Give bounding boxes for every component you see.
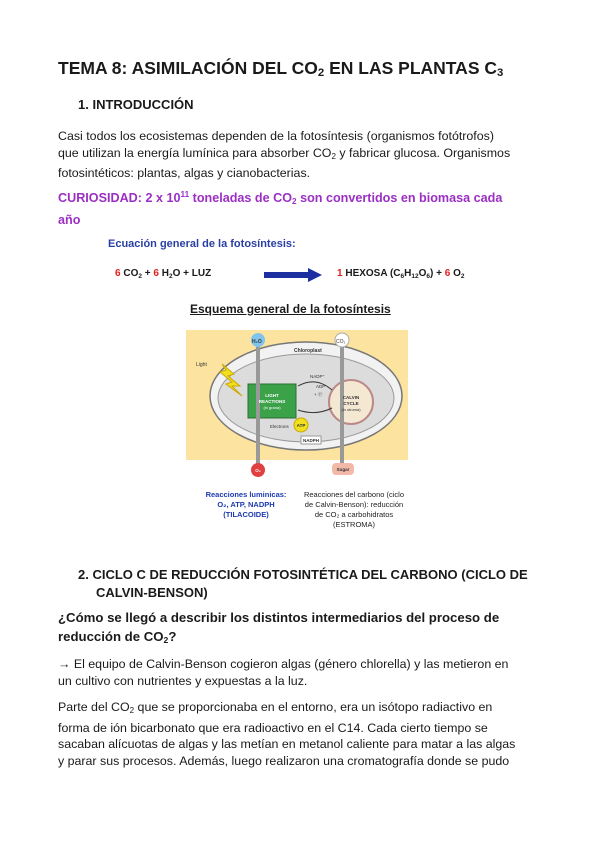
co2-label: CO₂ xyxy=(336,339,346,345)
equation-reactants: 6 $CO_2 + 6$ $H_2O$ + LUZ xyxy=(115,268,212,280)
calvin-paragraph-2: Parte del $CO_2$ que se proporcionaba en el entorno, era un isótopo radiactivo en forma de ión bicarbonato que era radioactivo en el C14. Cada cierto tiempo se sacaban alícuotas de algas y las metían en metanol caliente para matar a las algas y parar sus procesos. Además, luego realizaron una cromatografía donde se pudo xyxy=(58,700,516,768)
light-reactions-label-3: (in grana) xyxy=(263,405,281,410)
equation-products: 1 HEXOSA $(C_6H_{12}O_6) + 6$ $O_2$ xyxy=(337,268,465,280)
question-heading: ¿Cómo se llegó a describir los distintos intermediarios del proceso de reducción de $CO_2$? xyxy=(58,610,500,645)
light-reactions-label: LIGHT xyxy=(265,393,279,398)
schema-title: Esquema general de la fotosíntesis xyxy=(190,302,391,316)
pi-label: + Ⓟ xyxy=(314,392,323,397)
nadp-label: NADP⁺ xyxy=(310,374,325,379)
section-heading-calvin: 2. CICLO C DE REDUCCIÓN FOTOSINTÉTICA DEL CARBONO (CICLO DE CALVIN-BENSON) xyxy=(78,567,528,600)
h2o-label: H₂O xyxy=(252,339,262,345)
atp-label: ATP xyxy=(296,423,306,428)
light-reactions-label-2: REACTIONS xyxy=(258,399,286,404)
photosynthesis-diagram xyxy=(186,320,408,488)
intro-paragraph: Casi todos los ecosistemas dependen de la fotosíntesis (organismos fotótrofos) que utilizan la energía lumínica para absorber $CO_2$ y fabricar glucosa. Organismos fotosintéticos: plantas, algas y cianobacterias. xyxy=(58,129,511,181)
o2-label: O₂ xyxy=(255,468,261,473)
section-heading-introduccion: 1. INTRODUCCIÓN xyxy=(78,97,194,112)
curiosity-note: CURIOSIDAD: 2 x $10^{11}$ toneladas de $CO_2$ son convertidos en biomasa cada año xyxy=(58,190,503,227)
equation-arrow-icon xyxy=(264,268,324,282)
calvin-label-3: (in stroma) xyxy=(341,407,361,412)
caption-light-reactions: Reacciones luminicas: O₂, ATP, NADPH (TILACOIDE) xyxy=(205,490,287,519)
adp-label: ADP xyxy=(316,384,326,389)
equation-label: Ecuación general de la fotosíntesis: xyxy=(108,238,296,250)
electrons-label: Electrons xyxy=(270,424,289,429)
nadph-label: NADPH xyxy=(302,438,320,443)
calvin-paragraph-1: → El equipo de Calvin-Benson cogieron algas (género chlorella) y las metieron en un cultivo con nutrientes y expuestas a la luz. xyxy=(58,657,509,688)
chloroplast-label: Chloroplast xyxy=(294,348,322,354)
calvin-label-2: CYCLE xyxy=(343,401,359,406)
caption-carbon-reactions: Reacciones del carbono (ciclo de Calvin-Benson): reducción de CO₂ a carbohidratos (ESTROMA) xyxy=(303,490,405,529)
document-title: TEMA 8: ASIMILACIÓN DEL $CO_2$ EN LAS PLANTAS $C_3$ xyxy=(58,58,504,79)
calvin-label: CALVIN xyxy=(342,395,360,400)
light-label: Light xyxy=(196,362,207,368)
sugar-label: Sugar xyxy=(336,467,350,472)
